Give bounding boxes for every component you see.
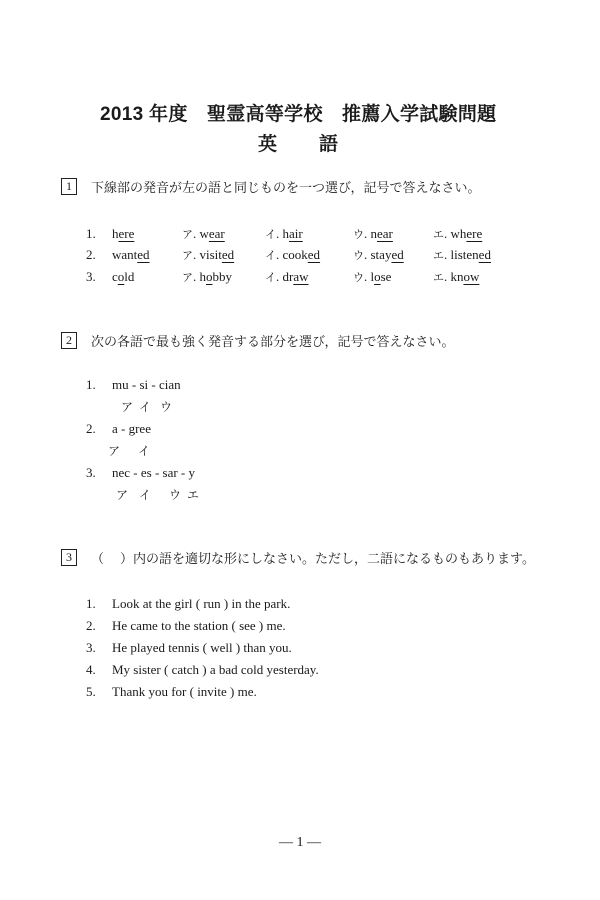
option-label: ア <box>182 249 193 262</box>
s3-item-text: Look at the girl ( run ) in the park. <box>112 596 291 611</box>
option-word <box>200 226 225 241</box>
s2-label: イ <box>138 444 151 458</box>
option-label: イ <box>265 271 276 284</box>
option-separator: . <box>444 226 451 241</box>
word-part: h <box>199 269 206 284</box>
s2-item-word: a - gree <box>112 421 151 436</box>
underlined-part: ere <box>466 226 483 241</box>
s1-target-word <box>112 247 150 263</box>
s1-target-word <box>112 269 134 285</box>
option-label: イ <box>265 228 276 241</box>
subject-char-2: 語 <box>319 134 339 155</box>
option-word <box>371 226 393 241</box>
word-part: c <box>112 269 118 284</box>
word-part: se <box>380 269 392 284</box>
option-label: エ <box>433 228 444 241</box>
option-separator: . <box>193 247 200 262</box>
s2-label: ア <box>121 400 134 414</box>
s1-option <box>182 269 232 285</box>
word-part: h <box>282 226 289 241</box>
option-separator: . <box>444 269 451 284</box>
s1-option <box>265 247 320 263</box>
option-separator: . <box>276 226 283 241</box>
question-number-box: 1 <box>61 178 77 195</box>
s2-label: エ <box>187 488 200 502</box>
s2-item-number: 3. <box>86 465 96 480</box>
s2-label: ア <box>116 488 129 502</box>
s2-item-number: 2. <box>86 421 96 436</box>
s2-label: ア <box>108 444 121 458</box>
option-separator: . <box>193 269 200 284</box>
underlined-part: o <box>206 269 213 284</box>
s2-item-number: 1. <box>86 377 96 392</box>
underlined-part: ed <box>221 247 235 262</box>
option-label: ア <box>182 271 193 284</box>
option-word <box>200 269 233 284</box>
underlined-part: aw <box>293 269 309 284</box>
word-part: ld <box>124 269 135 284</box>
underlined-part: o <box>374 269 381 284</box>
s1-option <box>433 226 482 242</box>
s3-item-text: Thank you for ( invite ) me. <box>112 684 257 699</box>
paren-close: ） <box>120 552 134 567</box>
option-word <box>371 247 404 262</box>
s3-item-text: He came to the station ( see ) me. <box>112 618 286 633</box>
word-part: dr <box>282 269 294 284</box>
option-label: イ <box>265 249 276 262</box>
word-part: cook <box>282 247 308 262</box>
section-3-instruction: 内の語を適切な形にしなさい。ただし，二語になるものもあります。 <box>133 552 535 567</box>
underlined-part: ed <box>137 247 150 262</box>
s1-option <box>182 247 234 263</box>
s2-label: イ <box>139 488 152 502</box>
s1-option <box>353 226 393 242</box>
s3-item-number: 2. <box>86 618 96 633</box>
page-number: — 1 — <box>279 835 321 850</box>
section-3-heading <box>61 548 535 567</box>
section-1-row <box>0 247 600 267</box>
word-part: want <box>112 247 138 262</box>
question-number-box: 3 <box>61 549 77 566</box>
section-1-row <box>0 226 600 246</box>
option-separator: . <box>193 226 200 241</box>
option-separator: . <box>276 269 283 284</box>
underlined-part: ed <box>307 247 321 262</box>
option-label: エ <box>433 249 444 262</box>
option-word <box>200 247 235 262</box>
s2-item-word: nec - es - sar - y <box>112 465 196 480</box>
s3-item-number: 1. <box>86 596 96 611</box>
s3-item-text: He played tennis ( well ) than you. <box>112 640 292 655</box>
option-label: ウ <box>353 271 364 284</box>
option-label: エ <box>433 271 444 284</box>
s1-option <box>182 226 225 242</box>
word-part: w <box>199 226 209 241</box>
option-label: ア <box>182 228 193 241</box>
option-word <box>451 226 483 241</box>
option-label: ウ <box>353 228 364 241</box>
word-part: l <box>370 269 375 284</box>
word-part: listen <box>450 247 479 262</box>
s2-label: ウ <box>169 488 182 502</box>
underlined-part: ed <box>478 247 491 262</box>
s3-item-number: 5. <box>86 684 96 699</box>
s1-option <box>433 247 491 263</box>
option-word <box>283 226 303 241</box>
s1-option <box>265 226 303 242</box>
option-word <box>371 269 392 284</box>
section-1-heading <box>61 177 480 196</box>
underlined-part: ear <box>377 226 393 241</box>
s2-item-word: mu - si - cian <box>112 377 181 392</box>
subject-char-1: 英 <box>258 134 278 155</box>
s1-option <box>265 269 309 285</box>
option-word <box>283 247 321 262</box>
option-word <box>451 247 491 262</box>
option-separator: . <box>364 269 371 284</box>
word-part: h <box>112 226 119 241</box>
word-part: n <box>370 226 377 241</box>
option-separator: . <box>364 247 371 262</box>
s2-label: ウ <box>160 400 173 414</box>
option-word <box>283 269 309 284</box>
word-part: stay <box>370 247 392 262</box>
question-number-box: 2 <box>61 332 77 349</box>
option-word <box>451 269 480 284</box>
underlined-part: ed <box>391 247 404 262</box>
section-2-instruction: 次の各語で最も強く発音する部分を選び，記号で答えなさい。 <box>91 335 455 350</box>
underlined-part: ear <box>208 226 225 241</box>
s3-item-text: My sister ( catch ) a bad cold yesterday. <box>112 662 319 677</box>
s1-item-number: 3. <box>86 269 96 284</box>
s2-label: イ <box>139 400 152 414</box>
underlined-part: o <box>117 269 125 284</box>
s3-item-number: 3. <box>86 640 96 655</box>
underlined-part: air <box>289 226 303 241</box>
underlined-part: ow <box>463 269 480 284</box>
s1-item-number: 1. <box>86 226 96 241</box>
option-separator: . <box>444 247 451 262</box>
section-1-instruction: 下線部の発音が左の語と同じものを一つ選び，記号で答えなさい。 <box>91 181 481 196</box>
word-part: bby <box>212 269 232 284</box>
option-label: ウ <box>353 249 364 262</box>
word-part: kn <box>450 269 464 284</box>
subject-title <box>258 129 348 156</box>
section-1-row <box>0 269 600 289</box>
underlined-part: ere <box>118 226 135 241</box>
s1-target-word <box>112 226 134 242</box>
s1-item-number: 2. <box>86 247 96 262</box>
option-separator: . <box>276 247 283 262</box>
word-part: visit <box>199 247 222 262</box>
s3-item-number: 4. <box>86 662 96 677</box>
exam-title: 2013 年度 聖霊高等学校 推薦入学試験問題 <box>100 104 497 125</box>
s1-option <box>353 269 391 285</box>
s1-option <box>353 247 404 263</box>
option-separator: . <box>364 226 371 241</box>
section-2-heading <box>61 331 454 350</box>
word-part: wh <box>450 226 467 241</box>
paren-open: （ <box>91 552 105 567</box>
s1-option <box>433 269 479 285</box>
